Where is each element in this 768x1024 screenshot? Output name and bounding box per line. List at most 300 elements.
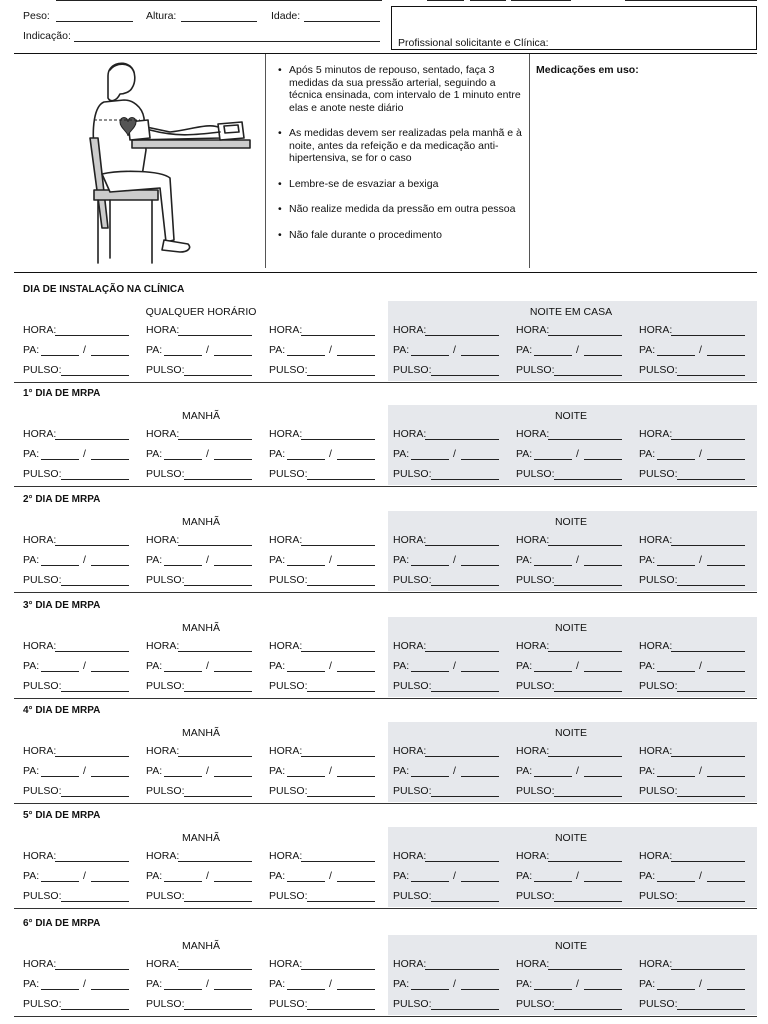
pulso-label: PULSO: xyxy=(23,785,62,797)
pa-slash: / xyxy=(576,765,579,777)
pulso-label: PULSO: xyxy=(516,574,555,586)
pa-diastolic-field[interactable] xyxy=(91,565,129,566)
pulso-field[interactable] xyxy=(307,796,375,797)
pa-diastolic-field[interactable] xyxy=(91,671,129,672)
pa-systolic-field[interactable] xyxy=(534,565,572,566)
pa-slash: / xyxy=(453,344,456,356)
pulso-label: PULSO: xyxy=(146,998,185,1010)
pa-systolic-field[interactable] xyxy=(534,881,572,882)
pa-systolic-field[interactable] xyxy=(657,565,695,566)
morning-column-header: QUALQUER HORÁRIO xyxy=(145,306,257,318)
hora-field[interactable] xyxy=(178,756,252,757)
pa-label: PA: xyxy=(516,448,533,460)
pulso-field[interactable] xyxy=(61,796,129,797)
pa-diastolic-field[interactable] xyxy=(91,989,129,990)
pa-label: PA: xyxy=(639,870,656,882)
hora-field[interactable] xyxy=(178,861,252,862)
pulso-field[interactable] xyxy=(307,375,375,376)
pa-slash: / xyxy=(329,554,332,566)
hora-label: HORA: xyxy=(639,745,673,757)
pa-label: PA: xyxy=(23,978,40,990)
idade-label: Idade: xyxy=(271,10,301,22)
hora-field[interactable] xyxy=(548,756,622,757)
hora-field[interactable] xyxy=(178,651,252,652)
pa-systolic-field[interactable] xyxy=(41,671,79,672)
hora-label: HORA: xyxy=(269,640,303,652)
pa-systolic-field[interactable] xyxy=(657,776,695,777)
morning-column-header: MANHÃ xyxy=(182,727,220,739)
pa-diastolic-field[interactable] xyxy=(584,355,622,356)
hora-field[interactable] xyxy=(301,335,375,336)
medications-divider xyxy=(529,54,530,268)
pa-slash: / xyxy=(453,448,456,460)
pa-systolic-field[interactable] xyxy=(164,565,202,566)
pulso-label: PULSO: xyxy=(393,468,432,480)
pa-systolic-field[interactable] xyxy=(657,989,695,990)
pa-slash: / xyxy=(83,978,86,990)
pulso-field[interactable] xyxy=(307,901,375,902)
pa-systolic-field[interactable] xyxy=(287,565,325,566)
pa-systolic-field[interactable] xyxy=(41,776,79,777)
pa-systolic-field[interactable] xyxy=(534,355,572,356)
night-column-header: NOITE xyxy=(554,940,588,952)
pulso-field[interactable] xyxy=(554,691,622,692)
hora-field[interactable] xyxy=(425,335,499,336)
pa-label: PA: xyxy=(516,765,533,777)
section-title: 4° DIA DE MRPA xyxy=(23,705,101,716)
instructions-list xyxy=(276,64,526,254)
pa-label: PA: xyxy=(23,660,40,672)
pulso-field[interactable] xyxy=(61,691,129,692)
pulso-label: PULSO: xyxy=(639,680,678,692)
hora-field[interactable] xyxy=(55,651,129,652)
pulso-label: PULSO: xyxy=(23,998,62,1010)
pulso-field[interactable] xyxy=(184,691,252,692)
pa-systolic-field[interactable] xyxy=(41,989,79,990)
pa-systolic-field[interactable] xyxy=(411,459,449,460)
pa-diastolic-field[interactable] xyxy=(214,671,252,672)
hora-field[interactable] xyxy=(55,545,129,546)
pa-systolic-field[interactable] xyxy=(164,671,202,672)
pa-slash: / xyxy=(83,554,86,566)
pa-systolic-field[interactable] xyxy=(287,989,325,990)
hora-field[interactable] xyxy=(301,756,375,757)
hora-field[interactable] xyxy=(425,439,499,440)
hora-label: HORA: xyxy=(23,958,57,970)
pulso-field[interactable] xyxy=(184,375,252,376)
pa-diastolic-field[interactable] xyxy=(91,881,129,882)
hora-label: HORA: xyxy=(516,640,550,652)
section-separator xyxy=(14,698,757,699)
pa-label: PA: xyxy=(146,554,163,566)
hora-label: HORA: xyxy=(393,428,427,440)
pa-label: PA: xyxy=(516,870,533,882)
section-title: 1° DIA DE MRPA xyxy=(23,388,101,399)
top-cut-line xyxy=(56,0,382,1)
indicacao-field[interactable] xyxy=(74,41,380,42)
hora-field[interactable] xyxy=(301,439,375,440)
pa-systolic-field[interactable] xyxy=(287,355,325,356)
pulso-label: PULSO: xyxy=(269,574,308,586)
pa-diastolic-field[interactable] xyxy=(214,776,252,777)
hora-field[interactable] xyxy=(548,969,622,970)
pulso-field[interactable] xyxy=(554,1009,622,1010)
pa-slash: / xyxy=(329,344,332,356)
pulso-label: PULSO: xyxy=(516,998,555,1010)
pa-systolic-field[interactable] xyxy=(534,671,572,672)
peso-label: Peso: xyxy=(23,10,50,22)
pa-systolic-field[interactable] xyxy=(411,355,449,356)
pa-systolic-field[interactable] xyxy=(164,881,202,882)
hora-field[interactable] xyxy=(548,335,622,336)
pulso-label: PULSO: xyxy=(269,468,308,480)
pulso-field[interactable] xyxy=(431,796,499,797)
hora-field[interactable] xyxy=(425,861,499,862)
pa-label: PA: xyxy=(146,660,163,672)
hora-label: HORA: xyxy=(23,324,57,336)
pa-systolic-field[interactable] xyxy=(657,459,695,460)
pulso-label: PULSO: xyxy=(639,574,678,586)
pa-diastolic-field[interactable] xyxy=(337,565,375,566)
pa-diastolic-field[interactable] xyxy=(707,565,745,566)
hora-field[interactable] xyxy=(55,969,129,970)
pulso-field[interactable] xyxy=(677,479,745,480)
pulso-field[interactable] xyxy=(431,375,499,376)
hora-field[interactable] xyxy=(671,969,745,970)
pa-slash: / xyxy=(576,870,579,882)
pulso-field[interactable] xyxy=(677,1009,745,1010)
pa-diastolic-field[interactable] xyxy=(461,355,499,356)
instructions-separator xyxy=(14,272,757,273)
pulso-field[interactable] xyxy=(184,796,252,797)
pa-systolic-field[interactable] xyxy=(411,671,449,672)
pulso-label: PULSO: xyxy=(639,785,678,797)
pulso-field[interactable] xyxy=(184,479,252,480)
pa-label: PA: xyxy=(23,765,40,777)
pulso-label: PULSO: xyxy=(393,785,432,797)
hora-label: HORA: xyxy=(269,745,303,757)
hora-label: HORA: xyxy=(516,324,550,336)
pulso-field[interactable] xyxy=(431,1009,499,1010)
pulso-label: PULSO: xyxy=(516,680,555,692)
pulso-field[interactable] xyxy=(554,375,622,376)
pa-label: PA: xyxy=(269,765,286,777)
hora-field[interactable] xyxy=(548,439,622,440)
pulso-field[interactable] xyxy=(554,796,622,797)
pa-diastolic-field[interactable] xyxy=(337,459,375,460)
pa-systolic-field[interactable] xyxy=(41,355,79,356)
hora-field[interactable] xyxy=(301,545,375,546)
instruction-item: • Após 5 minutos de repouso, sentado, faça 3 medidas da sua pressão arterial, seguindo a técnica ensinada, com intervalo de 1 minuto entre elas e anote neste diário xyxy=(276,64,526,114)
pa-label: PA: xyxy=(269,660,286,672)
pa-systolic-field[interactable] xyxy=(287,459,325,460)
pulso-field[interactable] xyxy=(431,691,499,692)
pa-diastolic-field[interactable] xyxy=(214,881,252,882)
hora-field[interactable] xyxy=(301,861,375,862)
pa-diastolic-field[interactable] xyxy=(461,776,499,777)
pa-diastolic-field[interactable] xyxy=(707,989,745,990)
pa-systolic-field[interactable] xyxy=(411,776,449,777)
hora-field[interactable] xyxy=(548,651,622,652)
pa-label: PA: xyxy=(639,978,656,990)
pa-diastolic-field[interactable] xyxy=(214,565,252,566)
section-separator xyxy=(14,908,757,909)
pulso-label: PULSO: xyxy=(393,364,432,376)
hora-field[interactable] xyxy=(178,439,252,440)
pa-label: PA: xyxy=(393,870,410,882)
section-separator xyxy=(14,486,757,487)
pa-systolic-field[interactable] xyxy=(41,459,79,460)
pa-diastolic-field[interactable] xyxy=(337,881,375,882)
pa-slash: / xyxy=(206,344,209,356)
hora-field[interactable] xyxy=(178,545,252,546)
pulso-field[interactable] xyxy=(184,585,252,586)
pa-label: PA: xyxy=(146,765,163,777)
pa-systolic-field[interactable] xyxy=(411,881,449,882)
pa-diastolic-field[interactable] xyxy=(461,671,499,672)
night-column-header: NOITE xyxy=(554,832,588,844)
section-title: 2° DIA DE MRPA xyxy=(23,494,101,505)
pa-systolic-field[interactable] xyxy=(657,671,695,672)
hora-field[interactable] xyxy=(55,861,129,862)
pa-diastolic-field[interactable] xyxy=(214,355,252,356)
pa-label: PA: xyxy=(269,870,286,882)
pa-systolic-field[interactable] xyxy=(41,565,79,566)
pa-slash: / xyxy=(83,660,86,672)
pa-diastolic-field[interactable] xyxy=(461,881,499,882)
pa-diastolic-field[interactable] xyxy=(584,776,622,777)
hora-field[interactable] xyxy=(671,861,745,862)
altura-label: Altura: xyxy=(146,10,177,22)
pa-systolic-field[interactable] xyxy=(164,989,202,990)
night-column-header: NOITE xyxy=(554,410,588,422)
pa-label: PA: xyxy=(23,554,40,566)
hora-label: HORA: xyxy=(393,958,427,970)
hora-label: HORA: xyxy=(393,850,427,862)
instruction-item: • Lembre-se de esvaziar a bexiga xyxy=(276,178,526,191)
instruction-item: • Não fale durante o procedimento xyxy=(276,229,526,242)
hora-label: HORA: xyxy=(146,324,180,336)
pa-slash: / xyxy=(329,870,332,882)
pa-diastolic-field[interactable] xyxy=(337,776,375,777)
pa-diastolic-field[interactable] xyxy=(461,459,499,460)
pa-label: PA: xyxy=(393,660,410,672)
pa-diastolic-field[interactable] xyxy=(584,881,622,882)
pulso-field[interactable] xyxy=(307,691,375,692)
pa-diastolic-field[interactable] xyxy=(584,565,622,566)
pa-label: PA: xyxy=(639,344,656,356)
pa-slash: / xyxy=(206,978,209,990)
pulso-field[interactable] xyxy=(307,585,375,586)
pa-systolic-field[interactable] xyxy=(534,989,572,990)
pulso-field[interactable] xyxy=(677,375,745,376)
pulso-field[interactable] xyxy=(61,1009,129,1010)
pa-systolic-field[interactable] xyxy=(164,459,202,460)
pa-diastolic-field[interactable] xyxy=(91,459,129,460)
pa-diastolic-field[interactable] xyxy=(707,355,745,356)
hora-field[interactable] xyxy=(55,756,129,757)
pa-slash: / xyxy=(453,554,456,566)
pulso-field[interactable] xyxy=(677,796,745,797)
pulso-field[interactable] xyxy=(307,479,375,480)
pa-slash: / xyxy=(453,765,456,777)
pa-slash: / xyxy=(699,660,702,672)
hora-field[interactable] xyxy=(425,545,499,546)
peso-field[interactable] xyxy=(56,21,133,22)
hora-field[interactable] xyxy=(671,335,745,336)
pulso-field[interactable] xyxy=(61,375,129,376)
profissional-label: Profissional solicitante e Clínica: xyxy=(398,37,549,49)
pa-diastolic-field[interactable] xyxy=(707,881,745,882)
pa-slash: / xyxy=(576,978,579,990)
pulso-label: PULSO: xyxy=(146,364,185,376)
morning-column-header: MANHÃ xyxy=(182,832,220,844)
hora-field[interactable] xyxy=(301,651,375,652)
pulso-label: PULSO: xyxy=(269,364,308,376)
medications-field[interactable] xyxy=(532,80,756,266)
pa-diastolic-field[interactable] xyxy=(214,989,252,990)
section-title: 6° DIA DE MRPA xyxy=(23,918,101,929)
pa-label: PA: xyxy=(269,978,286,990)
hora-field[interactable] xyxy=(548,861,622,862)
pulso-label: PULSO: xyxy=(516,468,555,480)
section-separator xyxy=(14,382,757,383)
pa-diastolic-field[interactable] xyxy=(584,459,622,460)
pa-slash: / xyxy=(206,448,209,460)
pa-diastolic-field[interactable] xyxy=(91,776,129,777)
pa-systolic-field[interactable] xyxy=(287,671,325,672)
pa-slash: / xyxy=(699,448,702,460)
pa-label: PA: xyxy=(269,344,286,356)
hora-label: HORA: xyxy=(393,640,427,652)
hora-field[interactable] xyxy=(671,651,745,652)
pa-systolic-field[interactable] xyxy=(411,565,449,566)
pulso-field[interactable] xyxy=(431,479,499,480)
hora-label: HORA: xyxy=(639,324,673,336)
pulso-field[interactable] xyxy=(677,585,745,586)
hora-field[interactable] xyxy=(671,439,745,440)
section-title: DIA DE INSTALAÇÃO NA CLÍNICA xyxy=(23,284,185,295)
hora-label: HORA: xyxy=(516,958,550,970)
pa-systolic-field[interactable] xyxy=(411,989,449,990)
pa-slash: / xyxy=(453,978,456,990)
pa-slash: / xyxy=(699,344,702,356)
pa-systolic-field[interactable] xyxy=(657,355,695,356)
pa-diastolic-field[interactable] xyxy=(707,776,745,777)
hora-field[interactable] xyxy=(301,969,375,970)
pa-slash: / xyxy=(576,660,579,672)
night-column-header: NOITE xyxy=(554,727,588,739)
pulso-field[interactable] xyxy=(431,901,499,902)
pa-diastolic-field[interactable] xyxy=(214,459,252,460)
pulso-label: PULSO: xyxy=(23,574,62,586)
pulso-label: PULSO: xyxy=(146,574,185,586)
instruction-item: • Não realize medida da pressão em outra pessoa xyxy=(276,203,526,216)
pulso-field[interactable] xyxy=(677,901,745,902)
pulso-field[interactable] xyxy=(61,901,129,902)
idade-field[interactable] xyxy=(304,21,380,22)
hora-field[interactable] xyxy=(425,756,499,757)
hora-label: HORA: xyxy=(516,428,550,440)
pa-diastolic-field[interactable] xyxy=(91,355,129,356)
hora-field[interactable] xyxy=(178,969,252,970)
pa-systolic-field[interactable] xyxy=(534,776,572,777)
pa-diastolic-field[interactable] xyxy=(337,671,375,672)
pa-systolic-field[interactable] xyxy=(41,881,79,882)
pa-slash: / xyxy=(576,448,579,460)
hora-field[interactable] xyxy=(55,439,129,440)
pa-slash: / xyxy=(329,448,332,460)
pulso-field[interactable] xyxy=(184,1009,252,1010)
hora-label: HORA: xyxy=(146,958,180,970)
pa-diastolic-field[interactable] xyxy=(584,989,622,990)
instruction-item: • As medidas devem ser realizadas pela manhã e à noite, antes da refeição e da medicação anti-hipertensiva, se for o caso xyxy=(276,127,526,165)
hora-label: HORA: xyxy=(393,534,427,546)
pa-diastolic-field[interactable] xyxy=(461,989,499,990)
pa-label: PA: xyxy=(23,344,40,356)
pa-slash: / xyxy=(329,660,332,672)
hora-field[interactable] xyxy=(425,651,499,652)
pa-label: PA: xyxy=(146,978,163,990)
hora-label: HORA: xyxy=(269,850,303,862)
pa-systolic-field[interactable] xyxy=(164,355,202,356)
pulso-label: PULSO: xyxy=(269,785,308,797)
pulso-label: PULSO: xyxy=(23,890,62,902)
pa-diastolic-field[interactable] xyxy=(337,989,375,990)
pulso-field[interactable] xyxy=(554,901,622,902)
pa-diastolic-field[interactable] xyxy=(461,565,499,566)
pa-slash: / xyxy=(453,870,456,882)
pa-diastolic-field[interactable] xyxy=(584,671,622,672)
hora-label: HORA: xyxy=(516,745,550,757)
hora-field[interactable] xyxy=(671,545,745,546)
pulso-label: PULSO: xyxy=(639,468,678,480)
pulso-field[interactable] xyxy=(61,479,129,480)
pulso-field[interactable] xyxy=(307,1009,375,1010)
pa-diastolic-field[interactable] xyxy=(707,459,745,460)
pa-systolic-field[interactable] xyxy=(534,459,572,460)
hora-field[interactable] xyxy=(671,756,745,757)
pulso-field[interactable] xyxy=(677,691,745,692)
pa-diastolic-field[interactable] xyxy=(707,671,745,672)
pa-systolic-field[interactable] xyxy=(657,881,695,882)
pa-systolic-field[interactable] xyxy=(287,776,325,777)
pa-systolic-field[interactable] xyxy=(164,776,202,777)
hora-field[interactable] xyxy=(55,335,129,336)
profissional-box[interactable] xyxy=(391,6,757,50)
pa-label: PA: xyxy=(393,765,410,777)
hora-field[interactable] xyxy=(548,545,622,546)
pa-label: PA: xyxy=(23,448,40,460)
pulso-label: PULSO: xyxy=(146,890,185,902)
hora-field[interactable] xyxy=(178,335,252,336)
pa-diastolic-field[interactable] xyxy=(337,355,375,356)
pulso-field[interactable] xyxy=(431,585,499,586)
pa-systolic-field[interactable] xyxy=(287,881,325,882)
pulso-field[interactable] xyxy=(554,585,622,586)
pulso-field[interactable] xyxy=(61,585,129,586)
pa-slash: / xyxy=(576,344,579,356)
pa-label: PA: xyxy=(516,978,533,990)
hora-field[interactable] xyxy=(425,969,499,970)
hora-label: HORA: xyxy=(146,640,180,652)
pa-slash: / xyxy=(699,765,702,777)
pa-label: PA: xyxy=(393,344,410,356)
pulso-field[interactable] xyxy=(184,901,252,902)
pa-label: PA: xyxy=(393,978,410,990)
altura-field[interactable] xyxy=(181,21,257,22)
pulso-field[interactable] xyxy=(554,479,622,480)
